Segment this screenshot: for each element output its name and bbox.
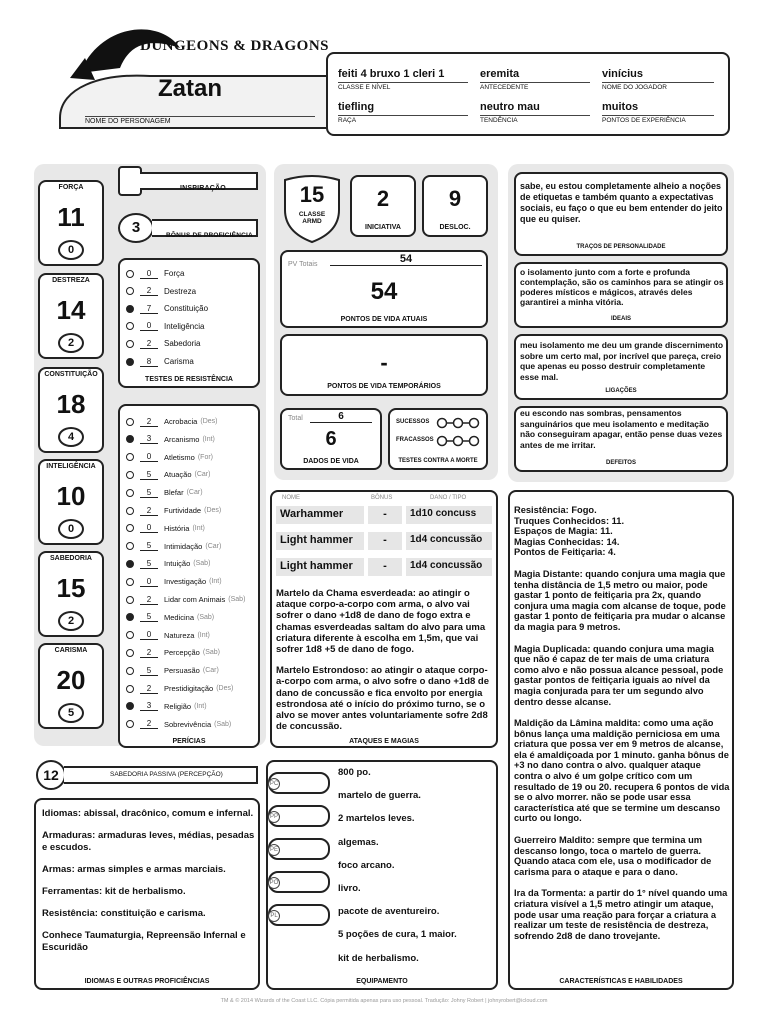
proficiency-dot[interactable] bbox=[126, 578, 134, 586]
ability-modifier: 4 bbox=[58, 427, 84, 447]
ability-modifier: 5 bbox=[58, 703, 84, 723]
attacks-col-bonus: BÔNUS bbox=[371, 495, 393, 501]
alignment[interactable]: neutro mau bbox=[480, 101, 540, 113]
skill-row[interactable] bbox=[126, 644, 220, 661]
hp-max-value[interactable]: 54 bbox=[330, 253, 482, 266]
skill-value: 0 bbox=[140, 452, 158, 462]
coin-box-pe[interactable] bbox=[268, 838, 330, 860]
attack-note: Martelo da Chama esverdeada: ao atingir o ataque corpo-a-corpo com arma, o alvo vai sofrer o dano +1d8 de dano de fogo extra e chamas esverdeadas saltam do alvo para uma criatura diferente à escolha em 1,5m, que vai sofrer 1d8 +5 de dano de fogo. bbox=[276, 588, 486, 656]
skill-row[interactable] bbox=[126, 609, 214, 626]
attack-bonus[interactable]: - bbox=[368, 532, 402, 550]
saving-throw-name: Carisma bbox=[164, 357, 194, 366]
skill-row[interactable] bbox=[126, 431, 215, 448]
saving-throw-value: 7 bbox=[140, 304, 158, 314]
hp-max-label: PV Totais bbox=[288, 261, 318, 268]
equipment-item[interactable]: foco arcano. bbox=[338, 859, 395, 871]
skill-value: 3 bbox=[140, 434, 158, 444]
inspiration-label: INSPIRAÇÃO bbox=[180, 185, 226, 192]
attack-damage[interactable]: 1d4 concussão bbox=[406, 532, 492, 550]
skill-name: Medicina bbox=[164, 612, 195, 622]
hp-current-label: PONTOS DE VIDA ATUAIS bbox=[340, 316, 428, 323]
coin-label: PO bbox=[268, 877, 280, 889]
skill-name: Lidar com Animais bbox=[164, 595, 226, 604]
armor-class-label: CLASSE ARMD bbox=[298, 211, 326, 225]
traits-label: TRAÇOS DE PERSONALIDADE bbox=[576, 244, 666, 250]
coin-label: PE bbox=[268, 844, 280, 856]
coin-label: PC bbox=[268, 778, 280, 790]
proficiency-dot[interactable] bbox=[126, 489, 134, 497]
proficiencies-title: IDIOMAS E OUTRAS PROFICIÊNCIAS bbox=[84, 978, 210, 985]
skill-value: 5 bbox=[140, 559, 158, 569]
attack-damage[interactable]: 1d4 concussão bbox=[406, 558, 492, 576]
equipment-item[interactable]: livro. bbox=[338, 883, 361, 894]
skill-value: 0 bbox=[140, 523, 158, 533]
equipment-item[interactable]: martelo de guerra. bbox=[338, 790, 421, 802]
skill-attribute: (For) bbox=[197, 453, 214, 461]
ability-modifier: 2 bbox=[58, 333, 84, 353]
skill-name: Prestidigitação bbox=[164, 684, 214, 693]
attack-bonus[interactable]: - bbox=[368, 558, 402, 576]
saving-throw-value: 0 bbox=[140, 321, 158, 331]
equipment-item[interactable]: 2 martelos leves. bbox=[338, 813, 415, 825]
skill-name: Percepção bbox=[164, 648, 200, 658]
skill-attribute: (Sab) bbox=[197, 613, 215, 621]
skill-name: Sobrevivência bbox=[164, 719, 212, 729]
inspiration-field bbox=[140, 172, 258, 190]
race-label: RAÇA bbox=[338, 115, 468, 124]
proficiencies-text bbox=[42, 808, 256, 964]
attack-name[interactable]: Light hammer bbox=[276, 558, 364, 576]
hp-current-value[interactable]: 54 bbox=[370, 278, 398, 305]
skill-name: Religião bbox=[164, 701, 192, 711]
equipment-title: EQUIPAMENTO bbox=[356, 978, 408, 985]
proficiency-line: Ferramentas: kit de herbalismo. bbox=[42, 886, 186, 897]
background[interactable]: eremita bbox=[480, 68, 520, 80]
saving-throw-name: Constituição bbox=[164, 304, 209, 314]
feature-paragraph: Maldição da Lâmina maldita: como uma ação bônus lança uma maldição perniciosa em uma criatura que possa ver em 9 metros de alcanse, ela é amaldiçoada por 1 minuto. ganha bônus de +3 no dano contra o alvo. qualquer ataque contra o alvo é um golpe crítico com um resultado de 19 ou 20. recupera 6 pontos de vida se o alvo morrer. não se pode usar essa característica até que se termine um descanso curto ou longo. bbox=[514, 718, 730, 824]
skill-attribute: (Int) bbox=[194, 702, 207, 710]
skill-value: 2 bbox=[140, 595, 158, 605]
proficiency-bonus[interactable]: 3 bbox=[118, 213, 154, 243]
proficiency-dot[interactable] bbox=[126, 542, 134, 550]
saving-throw-value: 2 bbox=[140, 339, 158, 349]
death-save-circles[interactable] bbox=[434, 414, 482, 450]
skill-name: História bbox=[164, 523, 190, 533]
saving-throw-value: 0 bbox=[140, 269, 158, 279]
footer-copyright: TM & © 2014 Wizards of the Coast LLC. Cópia permitida apenas para uso pessoal. Tradução: Johny Robert | johnyrobert@icloud.com bbox=[220, 998, 548, 1004]
skill-attribute: (Sab) bbox=[214, 720, 232, 728]
skill-attribute: (Car) bbox=[205, 542, 222, 550]
skill-value: 2 bbox=[140, 684, 158, 694]
skill-name: Blefar bbox=[164, 488, 184, 498]
proficiency-dot[interactable] bbox=[126, 435, 134, 443]
death-success-label: SUCESSOS bbox=[396, 419, 430, 425]
skill-row[interactable] bbox=[126, 680, 233, 697]
attack-name[interactable]: Warhammer bbox=[276, 506, 364, 524]
saving-throw-name: Sabedoria bbox=[164, 339, 201, 349]
temp-hp-label: PONTOS DE VIDA TEMPORÁRIOS bbox=[327, 383, 441, 390]
experience-points[interactable]: muitos bbox=[602, 101, 639, 113]
saving-throws-title: TESTES DE RESISTÊNCIA bbox=[145, 376, 233, 383]
proficiency-dot[interactable] bbox=[126, 613, 134, 621]
proficiency-dot[interactable] bbox=[126, 358, 134, 366]
passive-perception-value[interactable]: 12 bbox=[36, 760, 66, 790]
skill-row[interactable] bbox=[126, 716, 231, 733]
ability-modifier: 2 bbox=[58, 611, 84, 631]
equipment-item[interactable]: 5 poções de cura, 1 maior. bbox=[338, 929, 457, 941]
hit-dice-label: DADOS DE VIDA bbox=[303, 458, 359, 465]
feature-paragraph: Guerreiro Maldito: sempre que termina um descanso longo, toca o martelo de guerra. Quando ataca com ele, usa o modificador de carisma para o ataque e para o dano. bbox=[514, 835, 712, 877]
skill-attribute: (Des) bbox=[200, 418, 218, 425]
ability-name: CARISMA bbox=[54, 647, 88, 654]
death-fail-label: FRACASSOS bbox=[396, 437, 434, 443]
skills-title: PERÍCIAS bbox=[172, 738, 206, 745]
attacks-col-name: NOME bbox=[282, 495, 300, 501]
alignment-label: TENDÊNCIA bbox=[480, 115, 590, 124]
skill-row[interactable] bbox=[126, 538, 221, 555]
attacks-col-damage: DANO / TIPO bbox=[430, 495, 467, 501]
skill-value: 5 bbox=[140, 488, 158, 498]
skill-row[interactable] bbox=[126, 627, 210, 644]
skill-row[interactable] bbox=[126, 555, 210, 572]
ability-constitution bbox=[38, 367, 104, 453]
speed-label: DESLOC. bbox=[439, 224, 471, 231]
coin-box-pc[interactable] bbox=[268, 772, 330, 794]
skill-attribute: (Int) bbox=[202, 435, 215, 443]
skill-value: 2 bbox=[140, 719, 158, 729]
race[interactable]: tiefling bbox=[338, 101, 375, 113]
proficiency-line: Idiomas: abissal, dracônico, comum e infernal. bbox=[42, 808, 254, 819]
ability-name: SABEDORIA bbox=[49, 555, 92, 562]
skill-row[interactable] bbox=[126, 520, 205, 537]
character-name[interactable]: Zatan bbox=[157, 75, 222, 102]
skill-value: 5 bbox=[140, 541, 158, 551]
skill-name: Acrobacia bbox=[164, 417, 198, 426]
equipment-item[interactable]: kit de herbalismo. bbox=[338, 952, 419, 964]
ability-name: FORÇA bbox=[58, 184, 84, 191]
skill-value: 2 bbox=[140, 506, 158, 516]
ability-score[interactable]: 11 bbox=[57, 202, 85, 232]
personality-traits[interactable]: sabe, eu estou completamente alheio a noções de etiquetas e também quanto a expectativas sociais, eu faço o que eu bem entender do jeito que eu quiser. bbox=[520, 181, 723, 224]
skill-row[interactable] bbox=[126, 484, 203, 501]
skill-row[interactable] bbox=[126, 466, 210, 483]
ability-modifier: 0 bbox=[58, 240, 84, 260]
saving-throw-name: Força bbox=[164, 269, 185, 278]
ability-strength bbox=[38, 180, 104, 266]
skill-row[interactable] bbox=[126, 662, 219, 679]
proficiency-line: Resistência: constituição e carisma. bbox=[42, 908, 206, 919]
class-level-label: CLASSE E NÍVEL bbox=[338, 82, 468, 91]
ability-score[interactable]: 15 bbox=[56, 573, 86, 603]
skill-value: 0 bbox=[140, 630, 158, 640]
saving-throw-name: Destreza bbox=[164, 286, 197, 296]
skill-row[interactable] bbox=[126, 698, 207, 715]
temp-hp-value[interactable]: - bbox=[380, 350, 388, 375]
ability-score[interactable]: 10 bbox=[56, 481, 86, 511]
flaws-label: DEFEITOS bbox=[606, 460, 636, 466]
skill-value: 5 bbox=[140, 470, 158, 480]
proficiency-dot[interactable] bbox=[126, 340, 134, 348]
skill-attribute: (Car) bbox=[186, 489, 203, 497]
skill-name: Arcanismo bbox=[164, 434, 200, 444]
skill-name: Intuição bbox=[164, 559, 191, 569]
skill-attribute: (Sab) bbox=[193, 560, 211, 568]
ability-score[interactable]: 18 bbox=[56, 389, 86, 419]
skill-attribute: (Des) bbox=[204, 507, 222, 514]
proficiency-dot[interactable] bbox=[126, 649, 134, 657]
player-name[interactable]: vinícius bbox=[602, 68, 643, 80]
skill-row[interactable] bbox=[126, 449, 213, 466]
death-saves-label: TESTES CONTRA A MORTE bbox=[398, 458, 478, 464]
saving-throw-row[interactable] bbox=[126, 265, 184, 282]
flaws[interactable]: eu escondo nas sombras, pensamentos sanguinários que meu isolamento e meditação não conseguiram apagar, então pense duas vezes antes de me irritar. bbox=[520, 408, 723, 450]
skill-name: Atuação bbox=[164, 470, 192, 480]
skill-value: 5 bbox=[140, 612, 158, 622]
ability-score[interactable]: 14 bbox=[56, 295, 86, 325]
passive-perception-label: SABEDORIA PASSIVA (PERCEPÇÃO) bbox=[64, 766, 258, 784]
coin-label: PL bbox=[268, 910, 280, 922]
saving-throw-row[interactable] bbox=[126, 353, 194, 370]
skill-name: Persuasão bbox=[164, 666, 200, 676]
attack-bonus[interactable]: - bbox=[368, 506, 402, 524]
experience-points-label: PONTOS DE EXPERIÊNCIA bbox=[602, 115, 714, 124]
proficiency-field bbox=[152, 219, 258, 237]
saving-throw-row[interactable] bbox=[126, 300, 208, 317]
proficiency-line: Conhece Taumaturgia, Repreensão Infernal e Escuridão bbox=[42, 930, 246, 953]
feature-paragraph: Ira da Tormenta: a partir do 1° nível quando uma criatura visível a 1,5 metro atingir um ataque, pode usar uma reação para forçar a criatura a realizar um teste de resistência de destreza, sofrendo 2d8 de dano trovejante. bbox=[514, 888, 728, 941]
ability-charisma bbox=[38, 643, 104, 729]
class-level[interactable]: feiti 4 bruxo 1 cleri 1 bbox=[338, 68, 445, 80]
features-text[interactable] bbox=[514, 505, 730, 952]
features-title: CARACTERÍSTICAS E HABILIDADES bbox=[559, 978, 683, 985]
proficiency-dot[interactable] bbox=[126, 418, 134, 426]
saving-throw-name: Inteligência bbox=[164, 321, 205, 331]
attack-damage[interactable]: 1d10 concuss bbox=[406, 506, 492, 524]
equipment-item[interactable]: pacote de aventureiro. bbox=[338, 906, 440, 918]
proficiency-dot[interactable] bbox=[126, 270, 134, 278]
attack-name[interactable]: Light hammer bbox=[276, 532, 364, 550]
proficiency-dot[interactable] bbox=[126, 322, 134, 330]
bonds-label: LIGAÇÕES bbox=[605, 388, 637, 394]
proficiency-label: BÔNUS DE PROFICIÊNCIA bbox=[166, 232, 253, 239]
skill-name: Furtividade bbox=[164, 506, 202, 515]
proficiency-dot[interactable] bbox=[126, 471, 134, 479]
initiative-value[interactable]: 2 bbox=[376, 186, 390, 211]
proficiency-dot[interactable] bbox=[126, 560, 134, 568]
attack-notes bbox=[276, 588, 492, 742]
skill-attribute: (Des) bbox=[216, 685, 234, 692]
proficiency-line: Armaduras: armaduras leves, médias, pesadas e escudos. bbox=[42, 830, 255, 853]
coin-label: PP bbox=[268, 811, 280, 823]
proficiency-dot[interactable] bbox=[126, 287, 134, 295]
ability-score[interactable]: 20 bbox=[56, 665, 86, 695]
skill-name: Natureza bbox=[164, 630, 195, 640]
skill-name: Investigação bbox=[164, 577, 207, 587]
hit-dice-total-label: Total bbox=[288, 415, 303, 422]
proficiency-dot[interactable] bbox=[126, 453, 134, 461]
inspiration-box[interactable] bbox=[118, 166, 142, 196]
initiative-label: INICIATIVA bbox=[365, 224, 401, 231]
attacks-title: ATAQUES E MAGIAS bbox=[349, 738, 419, 745]
proficiency-dot[interactable] bbox=[126, 631, 134, 639]
proficiency-line: Armas: armas simples e armas marciais. bbox=[42, 864, 226, 875]
attack-note: Martelo Estrondoso: ao atingir o ataque corpo-a-corpo com arma, o alvo sofre o dano +1d8 de dano de concussão e fica envolto por energia estrondosa até o início do próximo turno, se o alvo se mover antes voluntariamente sofre 2d8 de concussão. bbox=[276, 665, 490, 733]
skill-value: 2 bbox=[140, 417, 158, 427]
proficiency-dot[interactable] bbox=[126, 685, 134, 693]
ability-name: CONSTITUIÇÃO bbox=[44, 371, 98, 378]
background-label: ANTECEDENTE bbox=[480, 82, 590, 91]
skill-row[interactable] bbox=[126, 591, 245, 608]
skill-value: 2 bbox=[140, 648, 158, 658]
saving-throw-row[interactable] bbox=[126, 318, 204, 335]
skill-value: 3 bbox=[140, 701, 158, 711]
saving-throw-row[interactable] bbox=[126, 335, 200, 352]
proficiency-dot[interactable] bbox=[126, 702, 134, 710]
feature-paragraph: Magia Duplicada: quando conjura uma magia que não é capaz de ter mais de uma criatura como alvo e não possua alcance pessoal, pode gastar pontos de feitiçaria iguais ao nível da magia conjurada para ter um segundo alvo dentro desse alcanse. bbox=[514, 643, 724, 707]
skill-row[interactable] bbox=[126, 502, 221, 519]
skill-attribute: (Int) bbox=[197, 631, 210, 639]
proficiency-dot[interactable] bbox=[126, 667, 134, 675]
proficiency-dot[interactable] bbox=[126, 507, 134, 515]
skill-attribute: (Sab) bbox=[202, 649, 220, 657]
feature-paragraph: Magia Distante: quando conjura uma magia que tenha distância de 1,5 metro ou maior, pode gastar 1 ponto de feitiçaria pra 2x, quando conjura uma magia com alcanse de toque, pode gastar 1 ponto de feitiçaria pra mudar o alcanse da magia para 9 metros. bbox=[514, 568, 726, 632]
brand-logo: DUNGEONS & DRAGONS bbox=[140, 38, 330, 54]
ability-dexterity bbox=[38, 273, 104, 359]
armor-class-value[interactable]: 15 bbox=[299, 182, 325, 207]
equipment-item[interactable]: algemas. bbox=[338, 836, 379, 848]
feature-paragraph: Resistência: Fogo. Truques Conhecidos: 11. Espaços de Magia: 11. Magias Conhecidas: 14. Pontos de Feitiçaria: 4. bbox=[514, 505, 625, 558]
saving-throw-row[interactable] bbox=[126, 283, 196, 300]
saving-throw-value: 2 bbox=[140, 286, 158, 296]
ability-name: INTELIGÊNCIA bbox=[46, 463, 96, 470]
skill-value: 5 bbox=[140, 666, 158, 676]
skill-name: Atletismo bbox=[164, 452, 195, 462]
ability-intelligence bbox=[38, 459, 104, 545]
ideals-label: IDEAIS bbox=[610, 316, 631, 322]
skill-name: Intimidação bbox=[164, 541, 203, 551]
saving-throw-value: 8 bbox=[140, 357, 158, 367]
ability-wisdom bbox=[38, 551, 104, 637]
ability-modifier: 0 bbox=[58, 519, 84, 539]
proficiency-dot[interactable] bbox=[126, 305, 134, 313]
coin-box-po[interactable] bbox=[268, 871, 330, 893]
coin-box-pl[interactable] bbox=[268, 904, 330, 926]
bonds[interactable]: meu isolamento me deu um grande discernimento sobre um certo mal, por incrível que pareça, creio que apenas eu posso destruir completamente esse mal. bbox=[520, 340, 724, 382]
skill-attribute: (Int) bbox=[192, 524, 205, 532]
hit-dice-value[interactable]: 6 bbox=[325, 428, 337, 450]
speed-value[interactable]: 9 bbox=[448, 186, 462, 211]
skill-attribute: (Car) bbox=[202, 667, 219, 675]
ability-name: DESTREZA bbox=[52, 277, 90, 284]
player-name-label: NOME DO JOGADOR bbox=[602, 82, 714, 91]
hit-dice-total[interactable]: 6 bbox=[310, 411, 372, 423]
ideals[interactable]: o isolamento junto com a forte e profunda contemplação, são os caminhos para se atingir os poderes místicos e mágicos, através deles garantirei a minha vitória. bbox=[520, 267, 724, 307]
skill-row[interactable] bbox=[126, 413, 217, 430]
skill-value: 0 bbox=[140, 577, 158, 587]
equipment-item[interactable]: 800 po. bbox=[338, 767, 371, 778]
skill-attribute: (Car) bbox=[194, 471, 211, 479]
character-name-label: NOME DO PERSONAGEM bbox=[85, 116, 315, 125]
skill-attribute: (Int) bbox=[209, 578, 222, 586]
proficiency-dot[interactable] bbox=[126, 596, 134, 604]
skill-row[interactable] bbox=[126, 573, 222, 590]
proficiency-dot[interactable] bbox=[126, 524, 134, 532]
coin-box-pp[interactable] bbox=[268, 805, 330, 827]
proficiency-dot[interactable] bbox=[126, 720, 134, 728]
skill-attribute: (Sab) bbox=[228, 596, 246, 603]
